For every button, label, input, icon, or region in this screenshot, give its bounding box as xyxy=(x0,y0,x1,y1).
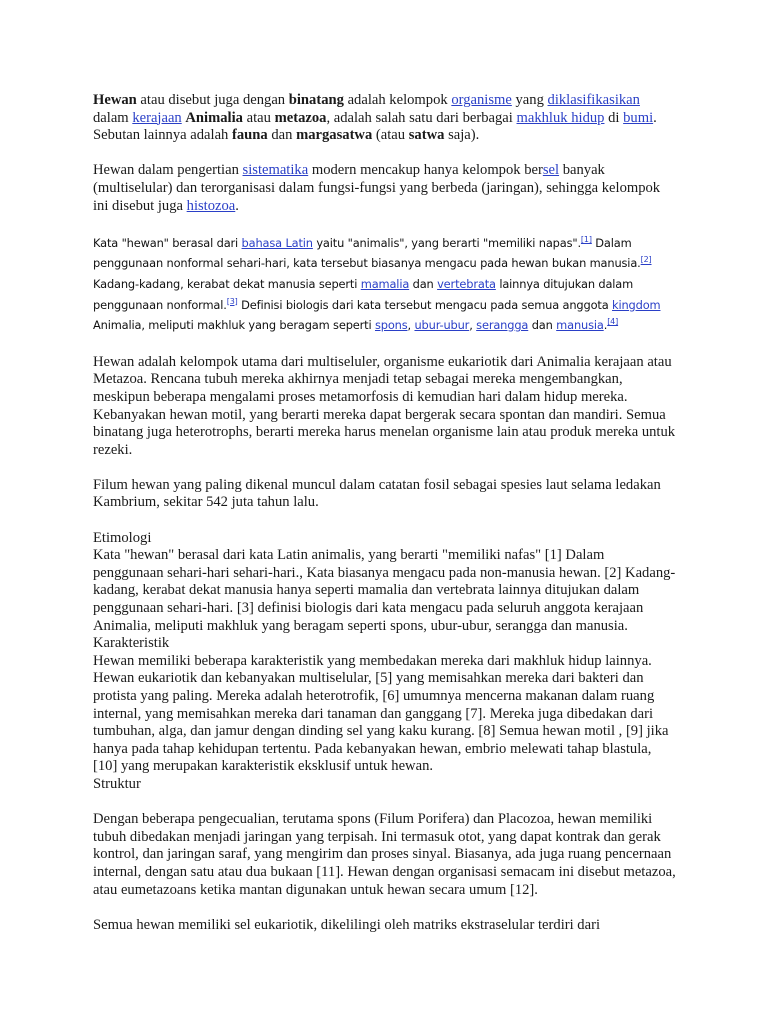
etymology-wiki-paragraph xyxy=(93,233,678,336)
link-histozoa[interactable]: histozoa xyxy=(186,197,236,214)
text: Kata "hewan" berasal dari xyxy=(93,235,242,250)
text: saja). xyxy=(444,127,480,144)
term-hewan: Hewan xyxy=(93,92,137,108)
systematics-paragraph xyxy=(93,162,678,215)
text: dalam xyxy=(93,109,133,126)
term-metazoa: metazoa xyxy=(274,109,327,126)
etimologi-paragraph: Kata "hewan" berasal dari kata Latin animalis, yang berarti "memiliki nafas" [1] Dalam penggunaan sehari-hari sehari-hari., Kata biasanya mengacu pada non-manusia hewan. [2] Kadang-kadang, kerabat dekat manusia hanya seperti mamalia dan vertebrata lainnya ditujukan dalam penggunaan sehari-hari. [3] definisi biologis dari kata mengacu pada seluruh anggota kerajaan Animalia, meliputi makhluk yang beragam seperti spons, ubur-ubur, serangga dan manusia. xyxy=(93,547,676,634)
link-organisme[interactable]: organisme xyxy=(451,92,512,108)
text: Animalia, meliputi makhluk yang beragam seperti xyxy=(93,318,375,333)
term-fauna: fauna xyxy=(232,127,268,144)
heading-karakteristik: Karakteristik xyxy=(93,635,170,652)
overview-paragraph: Hewan adalah kelompok utama dari multiseluler, organisme eukariotik dari Animalia kerajaan atau Metazoa. Rencana tubuh mereka akhirnya menjadi tetap sebagai mereka mengembangkan, meskipun beberapa mengalami proses metamorfosis di kemudian hari dalam hidup mereka. Kebanyakan hewan motil, yang berarti mereka dapat bergerak secara spontan dan mandiri. Semua binatang juga heterotrophs, berarti mereka harus menelan organisme lain atau produk mereka untuk rezeki. xyxy=(93,353,676,458)
text: Definisi biologis dari kata tersebut mengacu pada semua anggota xyxy=(237,297,613,312)
text: Hewan dalam pengertian xyxy=(93,162,243,179)
link-kerajaan[interactable]: kerajaan xyxy=(132,109,182,126)
link-serangga[interactable]: serangga xyxy=(476,318,529,333)
link-vertebrata[interactable]: vertebrata xyxy=(437,276,496,291)
link-manusia[interactable]: manusia xyxy=(556,318,604,333)
term-binatang: binatang xyxy=(288,92,344,108)
link-diklasifikasikan[interactable]: diklasifikasikan xyxy=(547,92,640,108)
document-page xyxy=(93,92,678,934)
fossil-paragraph: Filum hewan yang paling dikenal muncul dalam catatan fosil sebagai spesies laut selama ledakan Kambrium, sekitar 542 juta tahun lalu. xyxy=(93,476,661,511)
link-kingdom[interactable]: kingdom xyxy=(612,297,661,312)
citation-2[interactable]: [2] xyxy=(640,255,652,265)
term-margasatwa: margasatwa xyxy=(296,127,373,144)
text: dan xyxy=(267,127,297,144)
struktur-paragraph: Dengan beberapa pengecualian, terutama spons (Filum Porifera) dan Placozoa, hewan memiliki tubuh dibedakan menjadi jaringan yang terpisah. Ini termasuk otot, yang dapat kontrak dan gerak kontrol, dan jaringan saraf, yang mengirim dan proses sinyal. Biasanya, ada juga ruang pencernaan internal, dengan satu atau dua bukaan [11]. Hewan dengan organisasi semacam ini disebut metazoa, atau eumetazoans ketika mantan digunakan untuk hewan secara umum [12]. xyxy=(93,811,676,898)
link-makhluk-hidup[interactable]: makhluk hidup xyxy=(516,109,605,126)
link-bahasa-latin[interactable]: bahasa Latin xyxy=(241,235,313,250)
text: yang xyxy=(511,92,548,108)
text: banyak (multiselular) dan terorganisasi dalam fungsi-fungsi yang berbeda (jaringan), sehingga kelompok ini disebut juga xyxy=(93,162,661,214)
heading-etimologi: Etimologi xyxy=(93,529,152,546)
text: dan xyxy=(528,318,557,333)
karakteristik-paragraph: Hewan memiliki beberapa karakteristik yang membedakan mereka dari makhluk hidup lainnya. Hewan eukariotik dan kebanyakan multiselular, [5] yang memisahkan mereka dari bakteri dan protista yang paling. Mereka adalah heterotrofik, [6] umumnya mencerna makanan dalam ruang internal, yang memisahkan mereka dari tanaman dan ganggang [7]. Mereka juga dibedakan dari tumbuhan, alga, dan jamur dengan dinding sel yang kaku kurang. [8] Semua hewan motil , [9] jika hanya pada tahap kehidupan tertentu. Pada kebanyakan hewan, embrio melewati tahap blastula, [10] yang merupakan karakteristik eksklusif untuk hewan. xyxy=(93,652,669,775)
cells-paragraph: Semua hewan memiliki sel eukariotik, dikelilingi oleh matriks ekstraselular terdiri dari xyxy=(93,916,600,933)
link-sel[interactable]: sel xyxy=(542,162,560,179)
text: di xyxy=(604,109,624,126)
text: dan xyxy=(409,276,438,291)
text: . xyxy=(603,318,608,333)
text: modern mencakup hanya kelompok ber xyxy=(308,162,543,179)
text: , adalah salah satu dari berbagai xyxy=(326,109,517,126)
text: (atau xyxy=(372,127,409,144)
text: lainnya ditujukan dalam penggunaan nonformal. xyxy=(93,276,634,312)
intro-paragraph xyxy=(93,92,678,145)
link-spons[interactable]: spons xyxy=(374,318,408,333)
citation-1[interactable]: [1] xyxy=(580,234,592,244)
text: . xyxy=(235,197,239,214)
text: atau disebut juga dengan xyxy=(136,92,289,108)
text: yaitu "animalis", yang berarti "memiliki napas". xyxy=(312,235,581,250)
text: atau xyxy=(242,109,275,126)
term-animalia: Animalia xyxy=(185,109,243,126)
link-sistematika[interactable]: sistematika xyxy=(242,162,309,179)
citation-4[interactable]: [4] xyxy=(607,317,619,327)
text: Kadang-kadang, kerabat dekat manusia seperti xyxy=(93,276,361,291)
link-bumi[interactable]: bumi xyxy=(623,109,654,126)
citation-3[interactable]: [3] xyxy=(226,296,238,306)
text: , xyxy=(469,318,477,333)
text: , xyxy=(407,318,415,333)
text: Dalam penggunaan nonformal sehari-hari, kata tersebut biasanya mengacu pada hewan bukan manusia. xyxy=(93,235,641,271)
text: adalah kelompok xyxy=(343,92,452,108)
heading-struktur: Struktur xyxy=(93,775,141,792)
text: . Sebutan lainnya adalah xyxy=(93,109,657,144)
link-mamalia[interactable]: mamalia xyxy=(360,276,410,291)
term-satwa: satwa xyxy=(408,127,445,144)
link-ubur-ubur[interactable]: ubur-ubur xyxy=(414,318,470,333)
